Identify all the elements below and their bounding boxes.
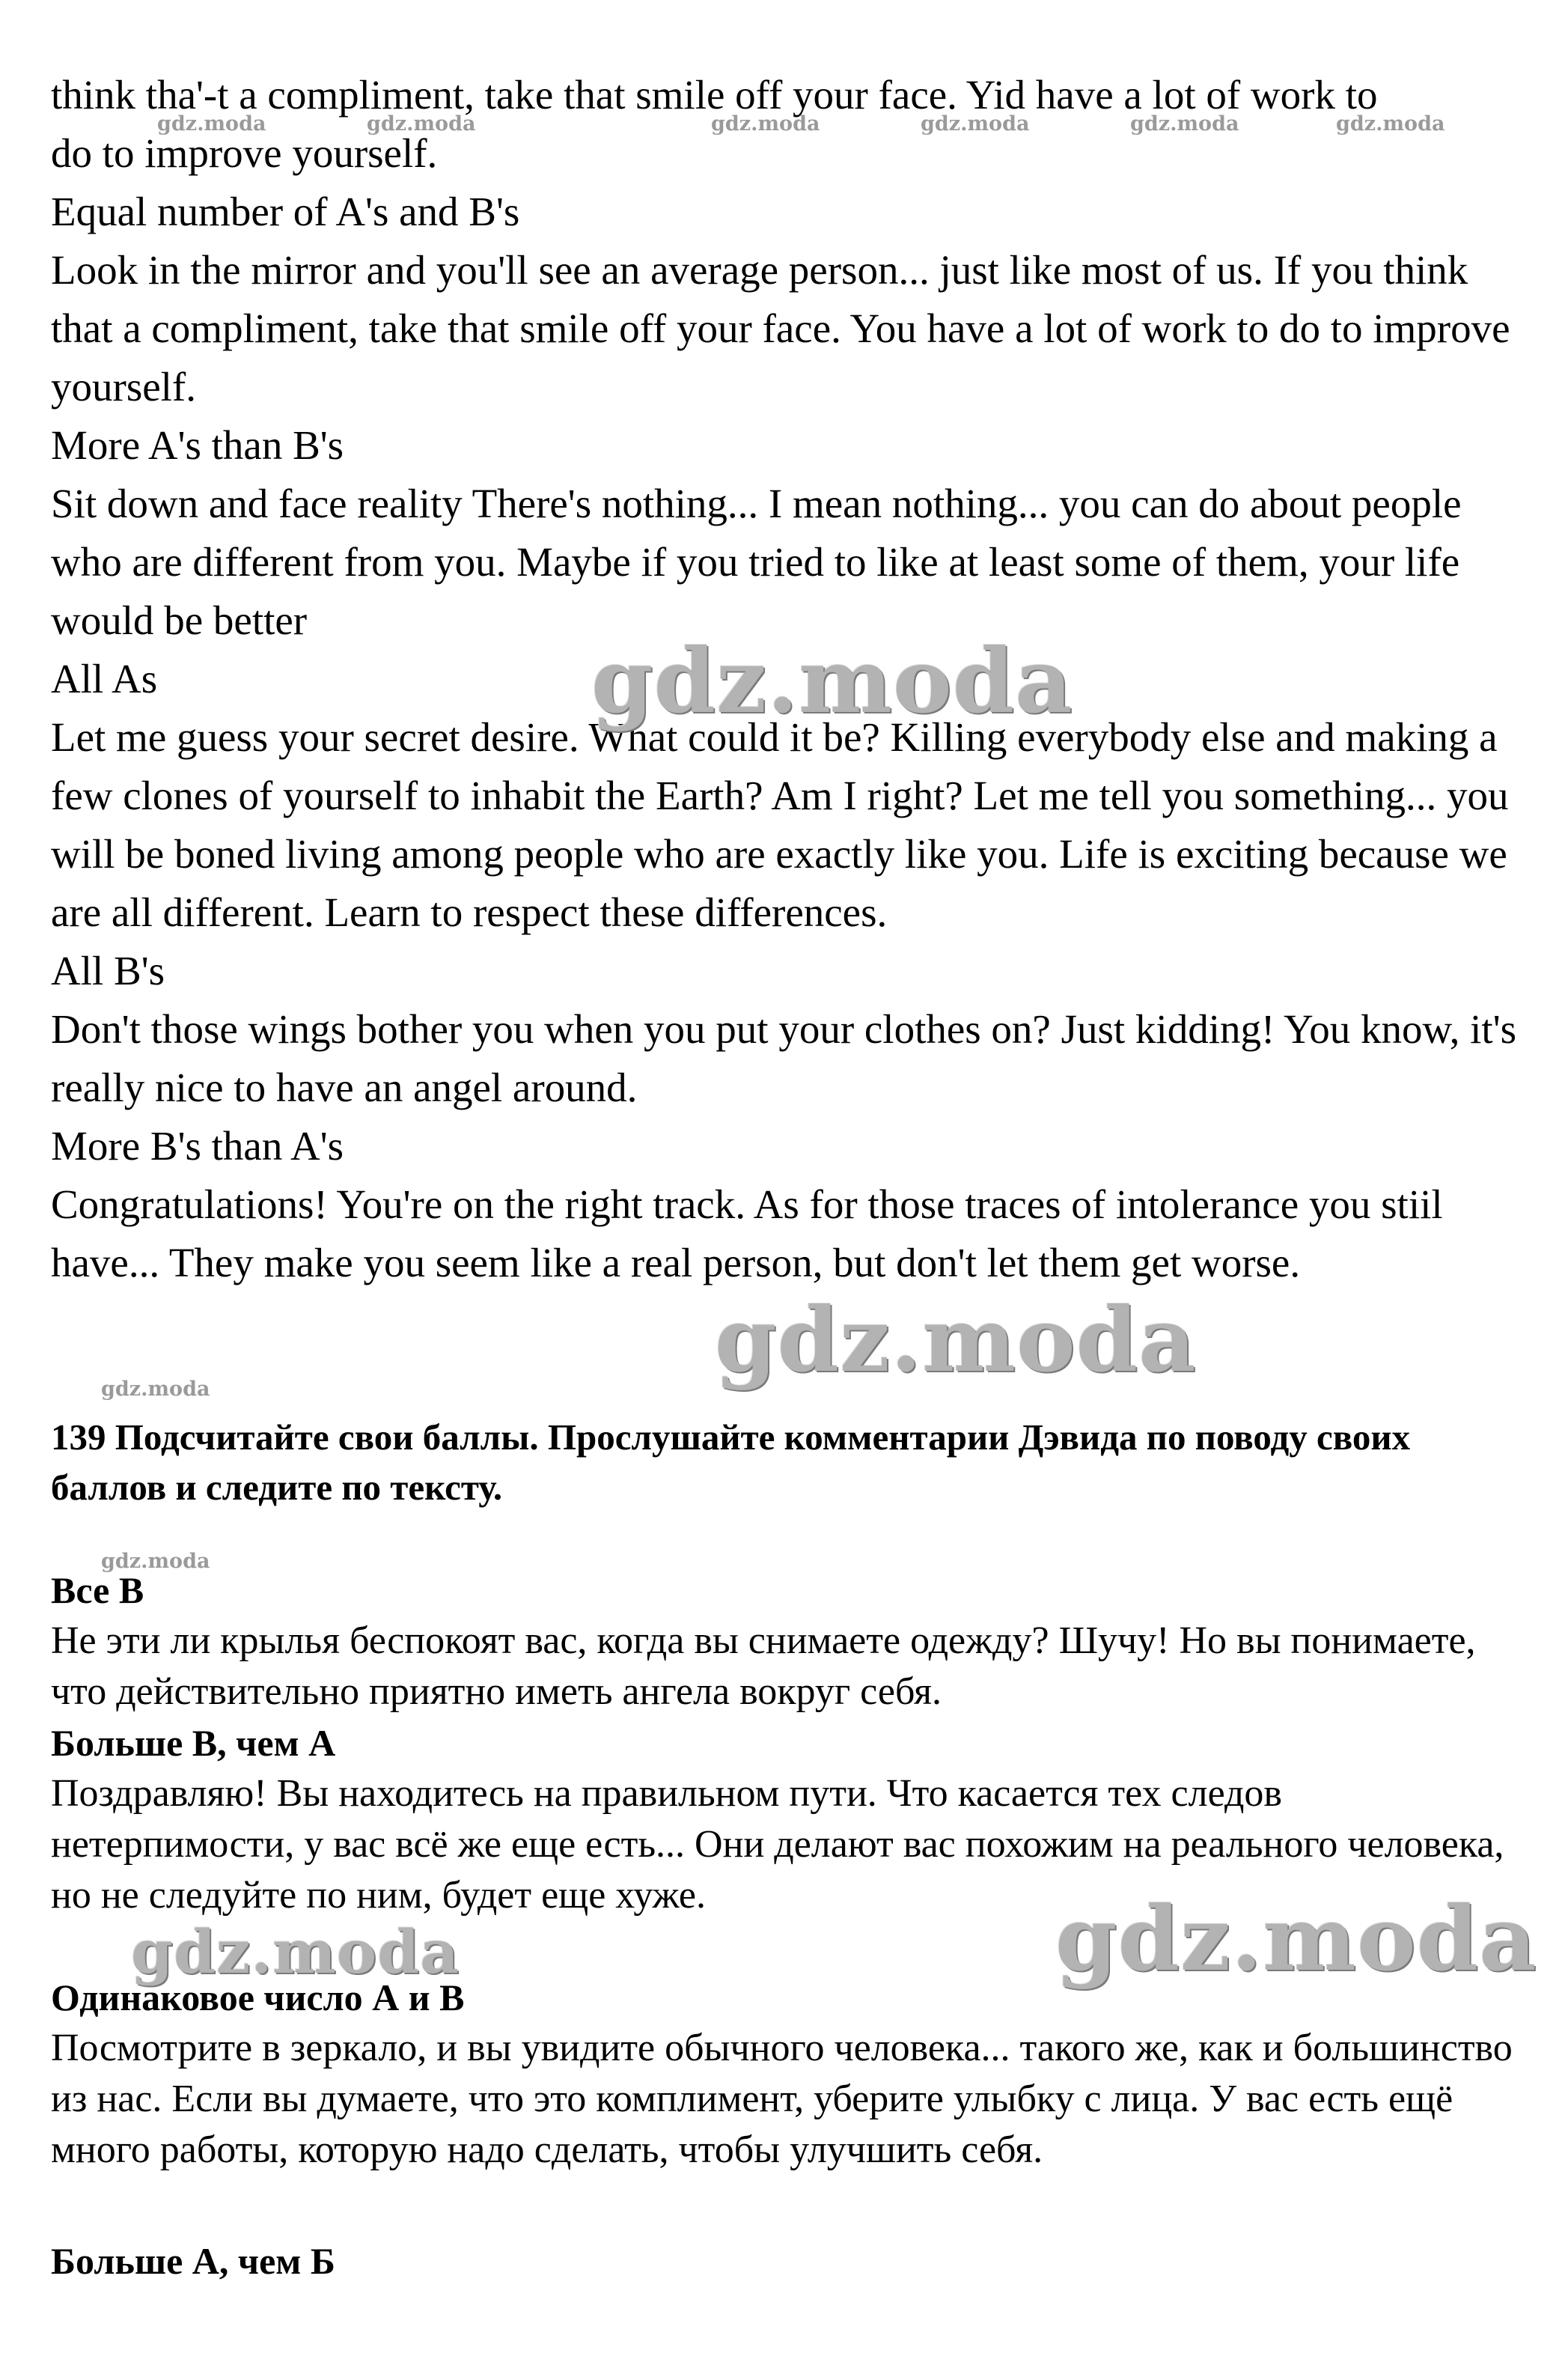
watermark: gdz.moda — [131, 1917, 460, 1987]
watermark: gdz.moda — [101, 1550, 210, 1573]
text-line: think tha'-t a compliment, take that smile off your face. Yid have a lot of work to — [51, 72, 1378, 118]
section-paragraph: Don't those wings bother you when you put your clothes on? Just kidding! You know, it's really nice to have an angel around. — [51, 1006, 1517, 1110]
section-heading: Больше В, чем А — [51, 1722, 336, 1764]
section-heading: All B's — [51, 948, 165, 993]
task-heading: 139 Подсчитайте свои баллы. Прослушайте комментарии Дэвида по поводу своих баллов и следите по тексту. — [51, 1416, 1411, 1508]
watermark: gdz.moda — [1336, 112, 1445, 136]
section-paragraph: Не эти ли крылья беспокоят вас, когда вы снимаете одежду? Шучу! Но вы понимаете, что действительно приятно иметь ангела вокруг себя. — [51, 1619, 1476, 1713]
watermark: gdz.moda — [1055, 1887, 1537, 1991]
section-heading: Equal number of A's and B's — [51, 189, 520, 234]
section-heading: All As — [51, 656, 158, 701]
section-heading: More A's than B's — [51, 422, 344, 468]
section-paragraph: Congratulations! You're on the right track. As for those traces of intolerance you stiil have... They make you seem like a real person, but don't let them get worse. — [51, 1181, 1443, 1285]
watermark: gdz.moda — [711, 112, 820, 136]
document-page — [51, 66, 1533, 2286]
spacer — [51, 1921, 1533, 1972]
section-paragraph: Look in the mirror and you'll see an average person... just like most of us. If you think that a compliment, take that smile off your face. You have a lot of work to do to improve yourself. — [51, 247, 1510, 410]
spacer — [51, 2176, 1533, 2236]
watermark: gdz.moda — [367, 112, 476, 136]
section-heading: Все В — [51, 1569, 144, 1611]
section-heading: Больше А, чем Б — [51, 2240, 335, 2282]
section-paragraph: Посмотрите в зеркало, и вы увидите обычного человека... такого же, как и большинство из нас. Если вы думаете, что это комплимент, уберите улыбку с лица. У вас есть ещё много работы, которую надо сделать, чтобы улучшить себя. — [51, 2027, 1513, 2171]
watermark: gdz.moda — [101, 1378, 210, 1401]
text-line: do to improve yourself. — [51, 130, 438, 176]
spacer — [51, 1512, 1533, 1565]
spacer — [51, 1292, 1533, 1412]
watermark: gdz.moda — [715, 1288, 1197, 1392]
section-heading: Одинаковое число А и В — [51, 1976, 465, 2018]
watermark: gdz.moda — [1130, 112, 1239, 136]
watermark: gdz.moda — [157, 112, 266, 136]
watermark: gdz.moda — [591, 629, 1073, 733]
watermark: gdz.moda — [921, 112, 1030, 136]
section-paragraph: Let me guess your secret desire. What could it be? Killing everybody else and making a few clones of yourself to inhabit the Earth? Am I right? Let me tell you something... you will be boned living among people who are exactly like you. Life is exciting because we are all different. Learn to respect these differences. — [51, 714, 1509, 935]
section-paragraph: Sit down and face reality There's nothing... I mean nothing... you can do about people who are different from you. Maybe if you tried to like at least some of them, your life would be better — [51, 481, 1462, 643]
section-paragraph: Поздравляю! Вы находитесь на правильном пути. Что касается тех следов нетерпимости, у вас всё же еще есть... Они делают вас похожим на реального человека, но не следуйте по ним, будет еще хуже. — [51, 1772, 1504, 1917]
section-heading: More B's than A's — [51, 1123, 344, 1169]
